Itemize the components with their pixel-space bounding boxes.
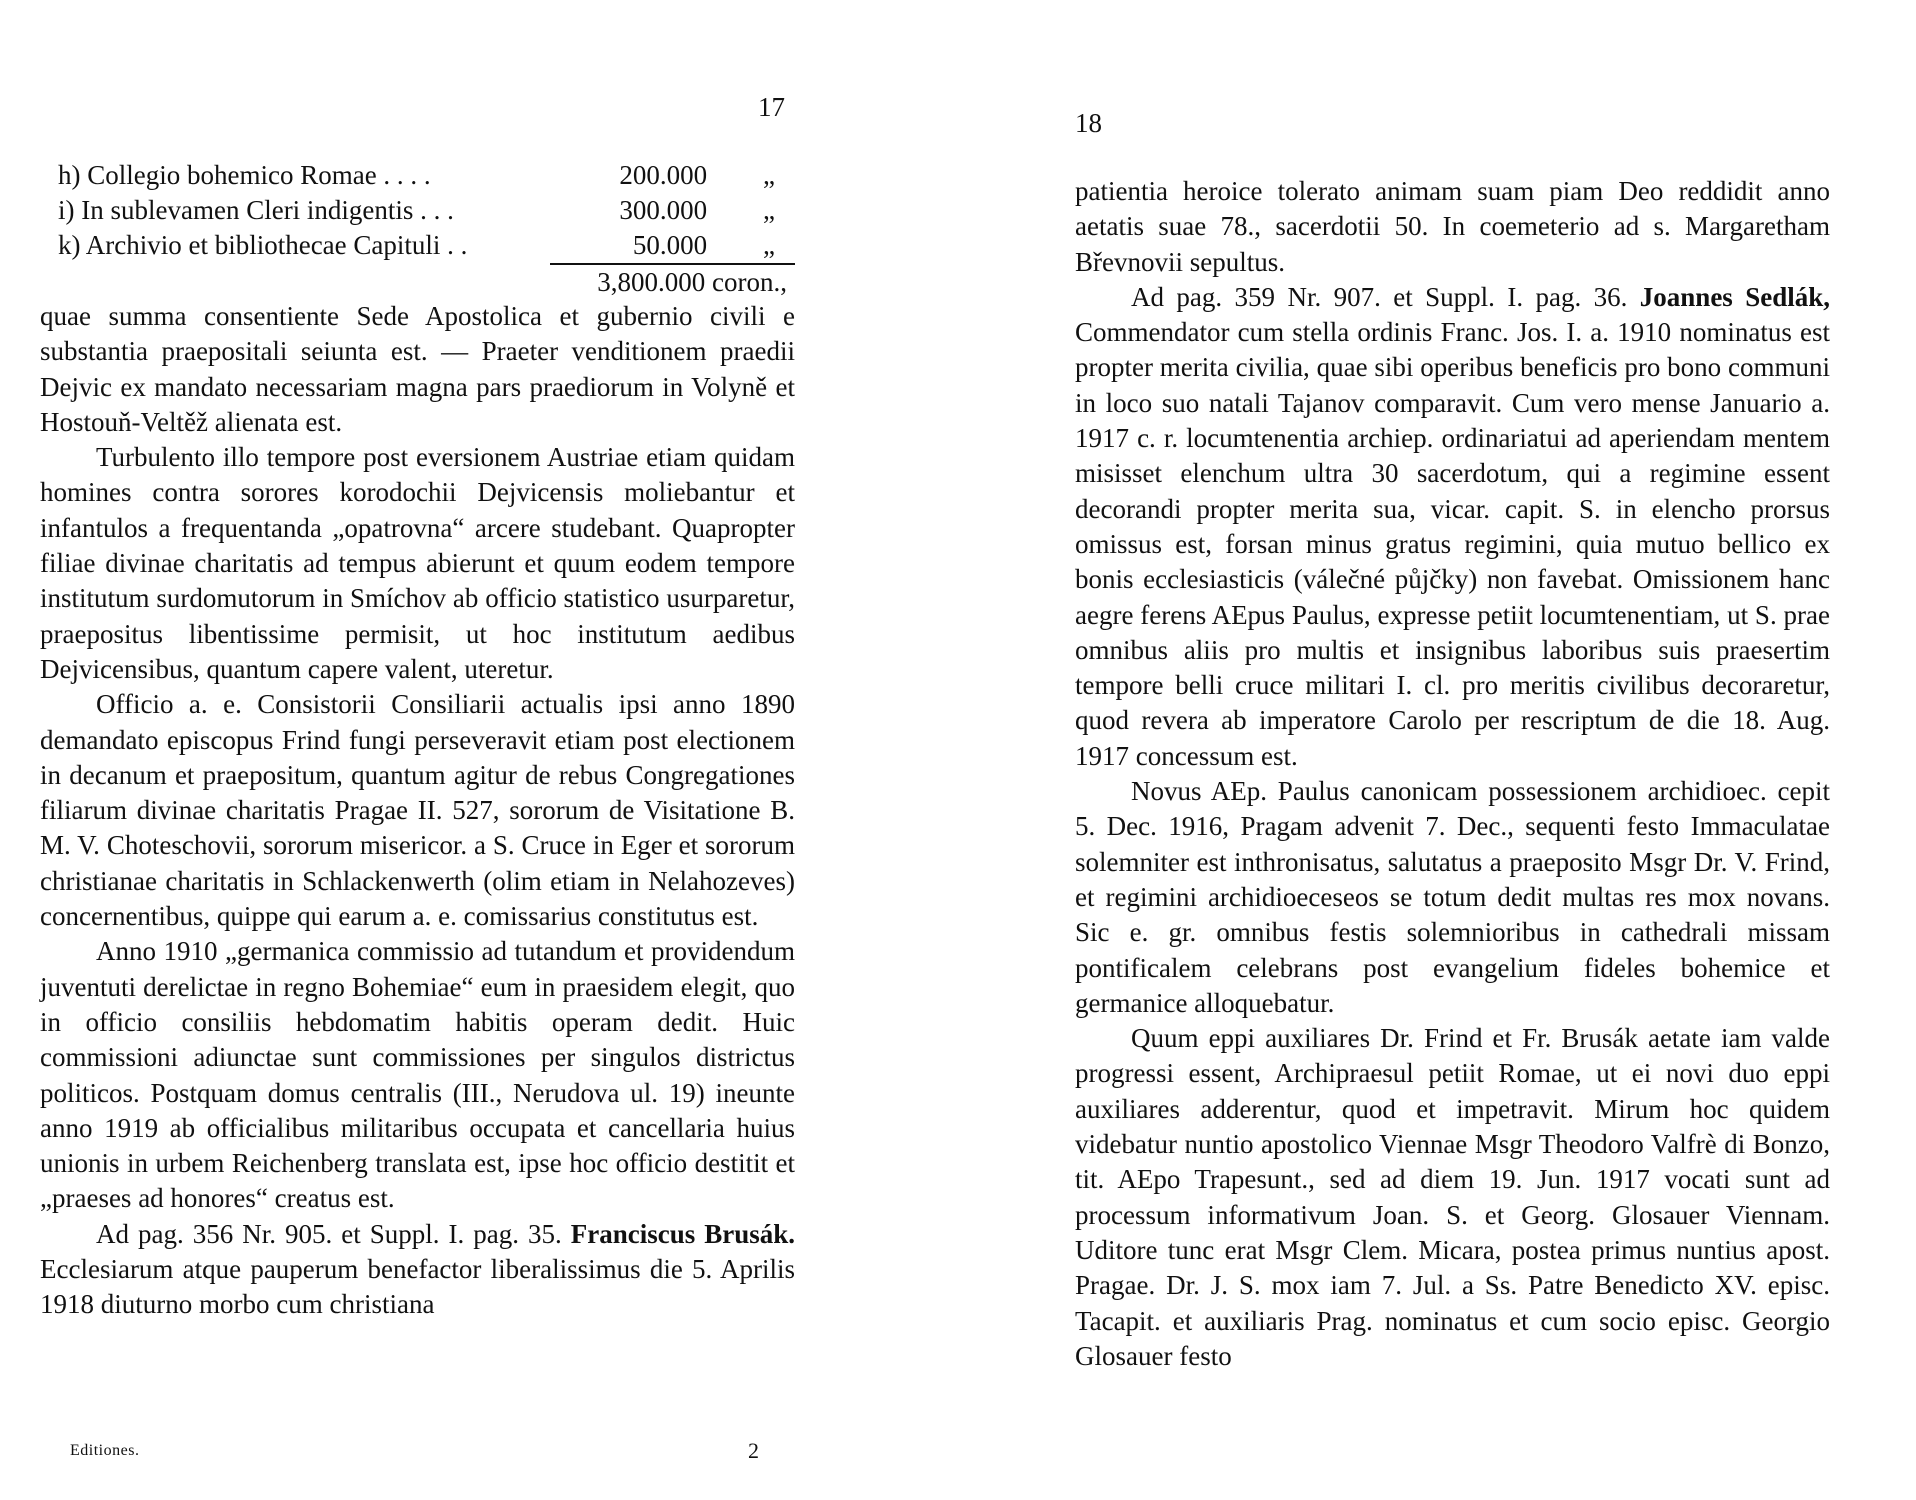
- list-item-amount: 50.000: [632, 230, 708, 260]
- paragraph: [1075, 280, 1830, 774]
- signature-mark: 2: [748, 1438, 760, 1463]
- paragraph-text: Ecclesiarum atque pauperum benefactor liberalissimus die 5. Aprilis 1918 diuturno morbo cum christiana: [40, 1254, 795, 1320]
- signature-name: Editiones.: [70, 1442, 140, 1459]
- paragraph: Turbulento illo tempore post eversionem Austriae etiam quidam homines contra sorores korodochii Dejvicensis moliebantur et infantulos a frequentanda „opatrovna“ arcere studebant. Quapropter filiae divinae charitatis ad tempus abierunt et quum eodem tempore institutum surdomutorum in Smíchov ab officio statistico usurparetur, praepositus libentissime permisit, ut hoc institutum aedibus Dejvicensibus, quantum capere valent, uteretur.: [40, 442, 795, 684]
- page-body: [40, 158, 795, 1323]
- person-name: Franciscus Brusák.: [570, 1218, 795, 1249]
- bequest-list: [40, 158, 795, 263]
- paragraph-intro: Ad pag. 359 Nr. 907. et Suppl. I. pag. 36.: [1131, 281, 1628, 312]
- page-number: 17: [758, 92, 785, 122]
- page-body: [1075, 174, 1830, 1374]
- list-item: [40, 193, 795, 228]
- paragraph-text: Commendator cum stella ordinis Franc. Jos. I. a. 1910 nominatus est propter merita civilia, quae sibi operibus beneficis pro bono communi in loco suo natali Tajanov comparavit. Cum vero mense Januario a. 1917 c. r. locumtenentia archiep. ordinariatui ad aperiendam mentem misisset elenchum ultra 30 sacerdotum, qui a regimine essent decorandi propter merita sua, vicar. capit. S. in elencho prorsus omissus est, forsan minus gratus regimini, quia mutuo bellico ex bonis ecclesiasticis (válečné půjčky) non favebat. Omissionem hanc aegre ferens AEpus Paulus, expresse petiit locumtenentiam, ut S. prae omnibus aliis pro multis et insignibus laboribus suis praesertim tempore belli cruce militari I. cl. pro meritis civilibus decoraretur, quod revera ab imperatore Carolo per rescriptum de die 18. Aug. 1917 concessum est.: [1075, 317, 1830, 771]
- sum-total: 3,800.000 coron.,: [597, 267, 787, 297]
- list-item-amount: 200.000: [619, 160, 708, 190]
- paragraph: quae summa consentiente Sede Apostolica et gubernio civili e substantia praepositali seiunta est. — Praeter venditionem praedii Dejvic ex mandato necessariam magna pars praediorum in Volyně et Hostouň-Veltěž alienata est.: [40, 301, 795, 437]
- paragraph: patientia heroice tolerato animam suam piam Deo reddidit anno aetatis suae 78., sacerdotii 50. In coemeterio ad s. Margaretham Břevnovii sepultus.: [1075, 176, 1830, 277]
- person-name: Joannes Sedlák,: [1639, 281, 1830, 312]
- paragraph: Officio a. e. Consistorii Consiliarii actualis ipsi anno 1890 demandato episcopus Frind fungi perseveravit etiam post electionem in decanum et praepositum, quantum agitur de rebus Congregationes filiarum divinae charitatis Pragae II. 527, sororum de Visitatione B. M. V. Choteschovii, sororum misericor. a S. Cruce in Eger et sororum christianae charitatis in Schlackenwerth (olim etiam in Nelahozeves) concernentibus, quippe qui earum a. e. comissarius constitutus est.: [40, 689, 795, 932]
- paragraph: Quum eppi auxiliares Dr. Frind et Fr. Brusák aetate iam valde progressi essent, Archipraesul petiit Romae, ut ei novi duo eppi auxiliares adderentur, quod et impetravit. Mirum hoc quidem videbatur nuntio apostolico Viennae Msgr Theodoro Valfrè di Bonzo, tit. AEpo Trapesunt., sed ad diem 19. Jun. 1917 vocati sunt ad processum informativum Joan. S. et Georg. Glosauer Viennam. Uditore tunc erat Msgr Clem. Micara, postea primus nuntius apost. Pragae. Dr. J. S. mox iam 7. Jul. a Ss. Patre Benedicto XV. episc. Tacapit. et auxiliaris Prag. nominatus et cum socio episc. Georgio Glosauer festo: [1075, 1023, 1830, 1371]
- ditto-mark: „: [763, 160, 775, 190]
- list-item-amount: 300.000: [619, 195, 708, 225]
- list-item-label: k) Archivio et bibliothecae Capituli . .: [58, 230, 468, 260]
- paragraph: Novus AEp. Paulus canonicam possessionem archidioec. cepit 5. Dec. 1916, Pragam advenit 7. Dec., sequenti festo Immaculatae solemniter est inthronisatus, salutatus a praeposito Msgr Dr. V. Frind, et regimini archidioeceseos se totum dedit multas res mox novans. Sic e. gr. omnibus festis solemnioribus in cathedrali missam pontificalem celebrans post evangelium fideles bohemice et germanice alloquebatur.: [1075, 776, 1830, 1018]
- ditto-mark: „: [763, 230, 775, 260]
- ditto-mark: „: [763, 195, 775, 225]
- paragraph-intro: Ad pag. 356 Nr. 905. et Suppl. I. pag. 35.: [96, 1218, 562, 1249]
- paragraph: [40, 1217, 795, 1323]
- list-item: [40, 158, 795, 193]
- page-number: 18: [1075, 108, 1102, 138]
- paragraph: Anno 1910 „germanica commissio ad tutandum et providendum juventuti derelictae in regno Bohemiae“ eum in praesidem elegit, quo in officio consiliis hebdomatim habitis operam dedit. Huic commissioni adiunctae sunt commissiones per singulos districtus politicos. Postquam domus centralis (III., Nerudova ul. 19) ineunte anno 1919 ab officialibus militaribus occupata et cancellaria huius unionis in urbem Reichenberg translata est, ipse hoc officio destitit et „praeses ad honores“ creatus est.: [40, 936, 795, 1214]
- list-item-label: h) Collegio bohemico Romae . . . .: [58, 160, 431, 190]
- list-item: [40, 228, 795, 263]
- list-item-label: i) In sublevamen Cleri indigentis . . .: [58, 195, 454, 225]
